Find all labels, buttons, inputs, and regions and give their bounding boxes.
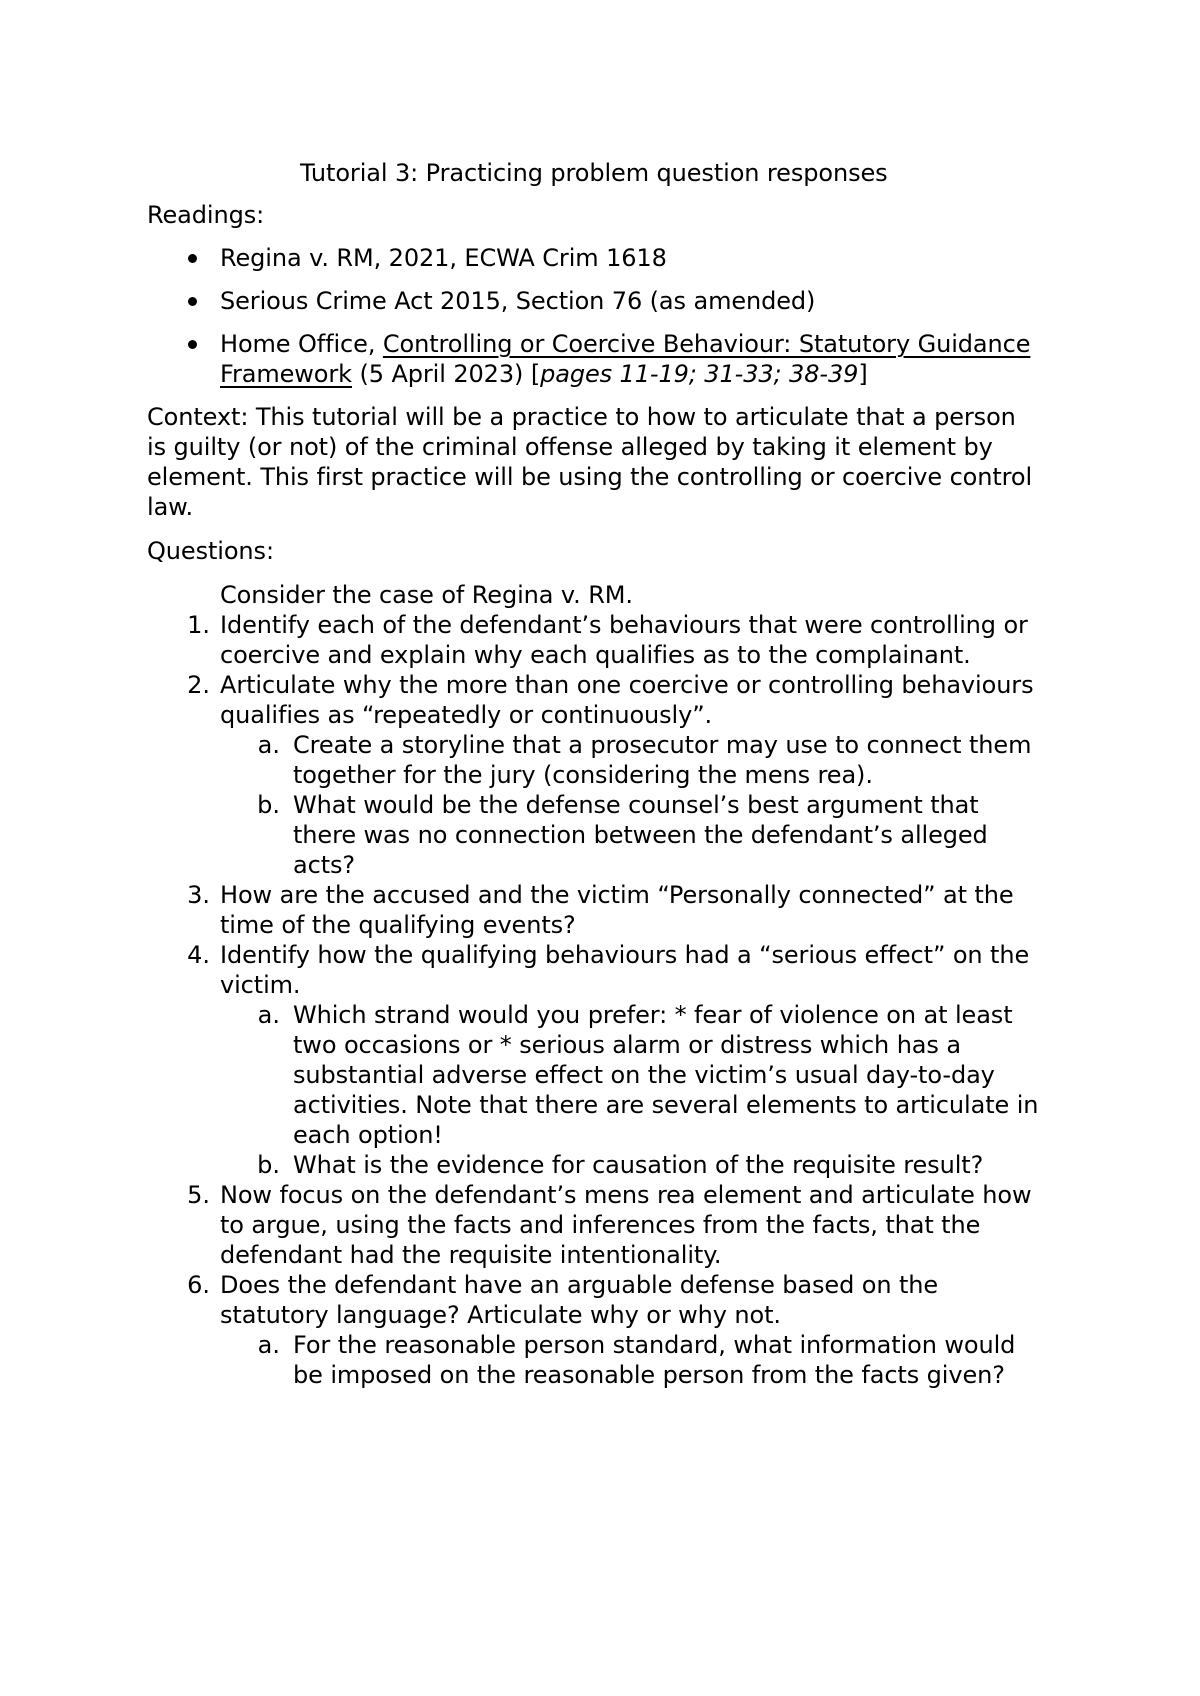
question-number: 3. bbox=[187, 881, 210, 909]
context-paragraph: is guilty (or not) of the criminal offense alleged by taking it element by bbox=[147, 433, 993, 461]
subquestion-letter: a. bbox=[257, 1331, 280, 1359]
questions-intro: Consider the case of Regina v. RM. bbox=[220, 581, 633, 609]
question-text: defendant had the requisite intentionality. bbox=[220, 1241, 722, 1269]
question-text: Articulate why the more than one coercive or controlling behaviours bbox=[220, 671, 1034, 699]
question-text: statutory language? Articulate why or why not. bbox=[220, 1301, 781, 1329]
question-text: How are the accused and the victim “Personally connected” at the bbox=[220, 881, 1014, 909]
subquestion-text: two occasions or * serious alarm or distress which has a bbox=[293, 1031, 961, 1059]
subquestion-text: activities. Note that there are several elements to articulate in bbox=[293, 1091, 1039, 1119]
question-text: Now focus on the defendant’s mens rea element and articulate how bbox=[220, 1181, 1032, 1209]
question-text: Does the defendant have an arguable defense based on the bbox=[220, 1271, 939, 1299]
subquestion-text: there was no connection between the defendant’s alleged bbox=[293, 821, 988, 849]
bullet-icon bbox=[188, 254, 197, 263]
subquestion-letter: a. bbox=[257, 731, 280, 759]
reading-close: ] bbox=[858, 360, 868, 388]
reading-item: Regina v. RM, 2021, ECWA Crim 1618 bbox=[220, 244, 667, 272]
page-title: Tutorial 3: Practicing problem question responses bbox=[300, 159, 888, 187]
question-text: Identify each of the defendant’s behaviours that were controlling or bbox=[220, 611, 1028, 639]
questions-label: Questions: bbox=[147, 537, 274, 565]
question-number: 6. bbox=[187, 1271, 210, 1299]
reading-pages: pages 11-19; 31-33; 38-39 bbox=[540, 360, 859, 388]
question-text: victim. bbox=[220, 971, 301, 999]
subquestion-text: What would be the defense counsel’s best argument that bbox=[293, 791, 979, 819]
subquestion-text: For the reasonable person standard, what information would bbox=[293, 1331, 1016, 1359]
question-number: 4. bbox=[187, 941, 210, 969]
question-text: time of the qualifying events? bbox=[220, 911, 576, 939]
subquestion-text: substantial adverse effect on the victim’s usual day-to-day bbox=[293, 1061, 995, 1089]
guidance-link[interactable]: Controlling or Coercive Behaviour: Statutory Guidance bbox=[382, 330, 1031, 358]
subquestion-letter: b. bbox=[257, 1151, 280, 1179]
question-text: coercive and explain why each qualifies as to the complainant. bbox=[220, 641, 971, 669]
question-number: 2. bbox=[187, 671, 210, 699]
subquestion-text: Create a storyline that a prosecutor may use to connect them bbox=[293, 731, 1032, 759]
question-number: 1. bbox=[187, 611, 210, 639]
question-text: to argue, using the facts and inferences from the facts, that the bbox=[220, 1211, 981, 1239]
reading-item bbox=[220, 329, 1030, 359]
bullet-icon bbox=[188, 340, 197, 349]
subquestion-text: What is the evidence for causation of the requisite result? bbox=[293, 1151, 984, 1179]
readings-label: Readings: bbox=[147, 201, 265, 229]
subquestion-text: together for the jury (considering the mens rea). bbox=[293, 761, 873, 789]
subquestion-letter: b. bbox=[257, 791, 280, 819]
context-paragraph: element. This first practice will be using the controlling or coercive control bbox=[147, 463, 1033, 491]
question-number: 5. bbox=[187, 1181, 210, 1209]
context-paragraph: Context: This tutorial will be a practice to how to articulate that a person bbox=[147, 403, 1016, 431]
reading-item-continued bbox=[220, 359, 868, 389]
question-text: qualifies as “repeatedly or continuously”. bbox=[220, 701, 713, 729]
guidance-link-continued[interactable]: Framework bbox=[220, 360, 352, 388]
subquestion-letter: a. bbox=[257, 1001, 280, 1029]
subquestion-text: acts? bbox=[293, 851, 356, 879]
subquestion-text: Which strand would you prefer: * fear of violence on at least bbox=[293, 1001, 1013, 1029]
reading-item: Serious Crime Act 2015, Section 76 (as amended) bbox=[220, 287, 816, 315]
question-text: Identify how the qualifying behaviours had a “serious effect” on the bbox=[220, 941, 1030, 969]
subquestion-text: each option! bbox=[293, 1121, 443, 1149]
context-paragraph: law. bbox=[147, 493, 194, 521]
subquestion-text: be imposed on the reasonable person from the facts given? bbox=[293, 1361, 1005, 1389]
reading-prefix: Home Office, bbox=[220, 330, 383, 358]
reading-date: (5 April 2023) [ bbox=[351, 360, 541, 388]
bullet-icon bbox=[188, 297, 197, 306]
